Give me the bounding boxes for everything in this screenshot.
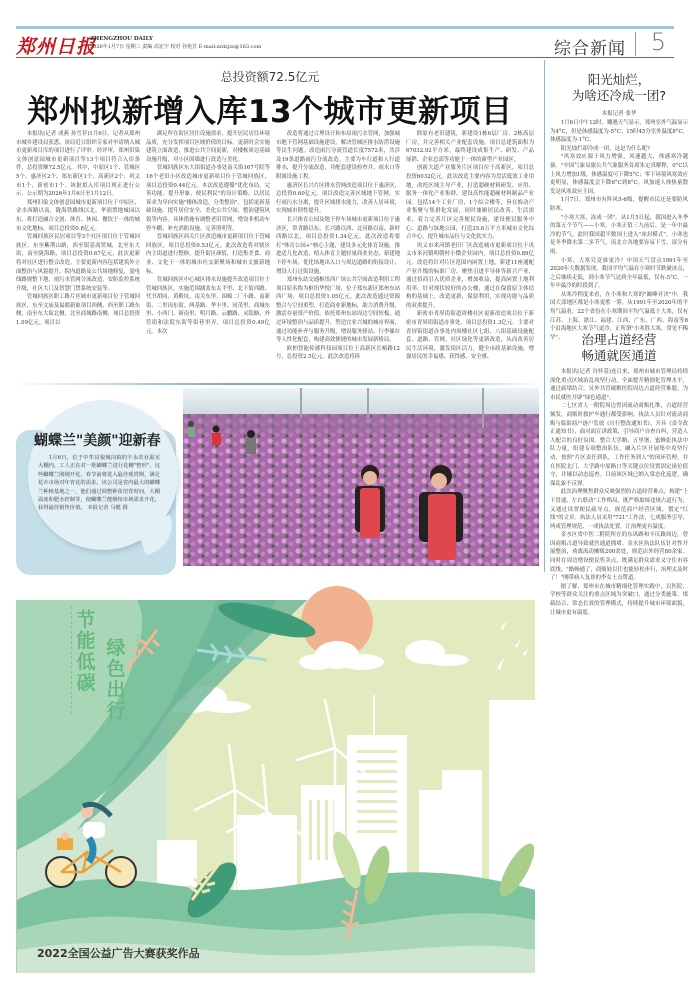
paragraph: 惠济区长兴片区排水管网改造项目位于惠济区，总投资0.60亿元。项目改造完善区域地下管网，实行雨污水分离，提升区域排水能力，改善人居环境，实现城市韧性提升。: [276, 182, 401, 215]
sidebar-2-headline-line-1: 治理占道经营: [581, 332, 657, 347]
paragraph: 金水区省中医二附院所在的东风路和丰庆路周边，曾因商贩占道导致就医通道拥堵。金水区执法队伍针对性开展整治，劝离流动摊贩200余处，规范店外经营80余家。同时在周边增设便民售卖点，既满足群众需求又守住市容底线。"路畅通了，商贩较以往也能轻松步行，治理太及时了！"刚带病人复诊的李女士点赞道。: [550, 532, 688, 582]
masthead: [16, 30, 674, 58]
paragraph: 除原有老旧建筑，新建设1栋6层厂房、2栋高层厂房，并完善相关产业配套设施，项目总建筑面积为67032.92平方米。最终建设成集生产、研发、产品展销、企业总部等功能于一体的新型产业园区。: [406, 131, 534, 163]
paragraph: "风寒效应源于风力增强，风速越大，体感寒冷越强。"中国气象局旅公共气象服务首席朱定真解释，0°C以上风力增加1级，体感温度可下降5°C；零下环境风寒效应更明显，体感温度会下降6°C到8°C。风加速人体热量散发是风寒效应主因。: [550, 154, 688, 195]
column-divider: [544, 60, 545, 572]
paragraph: 二七区省人一附院周边曾因流动商贩扎堆，占道经营频发，商贩时救护车通行都受影响。执法人员针对流动商贩与临街商户逐户发放《自行整改通知书》，开具《责令改正通知书》，面对面宣讲政策，引导商户自查自纠，营造人人配合的良好氛围。整合大学路、五里堡、蜜蜂张执法中队力量，组建专项整治队伍，融入片区开展集中攻坚行动，按照"片区责任到队，工作任务到人"的闭环管理，并在医院北门、大学路中原路口等关键点位设置固定岗位值守，并辅以动态巡查。目前该区域已纳入常态化巡逻，确保乱象不反弹。: [550, 403, 688, 487]
issue-line: 2026年1月7日 星期三 责编 高宏宇 校对 谷艳芳 E-mail:zzdzjzs@163.com: [90, 44, 262, 50]
newspaper-logo: 郑州日报: [16, 36, 97, 58]
page-number: 5: [650, 28, 666, 56]
paragraph: 小寒、大寒究竟谁更冷？中国天气盘点1991年至2020年大数据发现，我国平均气温在小寒时节跌破冰点，之后继续走低，到小寒节气达到全年最低，仅有-5°C，一年中最冷的时段到了。: [550, 257, 688, 290]
paragraph: 改造将通过合理设计和布局雨污水管网，加强城市地下管网基础设施建设，解决管城区排水防涝设施等民生问题。改造雨污分流管道长度7572米，共涉及19条道路雨污分流改造。主要为车行道和人行道排水，提升分流改造，并配套建设检查井、雨水口等附属设施工程。: [276, 131, 401, 180]
paragraph: 本报讯(记者 谷怀基)连日来，郑州市城市管理局持续深化重点区域治乱攻坚行动，全面提升精细化管理水平，通过疏堵结合，另外共管破解医院周边占道经营难题，为市民就医开辟"绿色通道"。: [550, 369, 688, 401]
photo-story-title: 蝴蝶兰"美颜"迎新春: [34, 433, 161, 449]
greenhouse-roof: [183, 388, 539, 418]
slogan-green-travel: 绿 色 出 行: [106, 637, 126, 722]
paragraph: 管城回族区西关片区改造城市更新项目位于管城回族区，项目总投资0.53亿元。此次改造将对辖区内主街道进行整修，提升街区颜值，打造集美食、商业、文化于一体的城市社交新聚场和城市文旅新地标。: [146, 234, 271, 275]
paragraph: 1月6日中午12时，雕遇天气显示，郑州室外气温显示为4°C，但是体感温度为-5°C；15时45分室外温度8°C，体感温度为-1°C。: [550, 120, 688, 144]
paragraph: 巩义市米河镇老旧厂区改造城市更新项目位于巩义市米河镇明朝村小微企业园内，项目总投资0.89亿元。改造将针对片区范围内闲置土地，新建11座通配产业升级的标准厂房，聚焦引进半导体等新兴产业，通过招商引入优质企业，增加收益，提高闲置土地利用率。针对现状较好的办公楼，通过在保留原主体结构的基础上，改造更新，保留利用，实现功能与品质的双重提升。: [406, 242, 534, 309]
caption-text: 1月6日，位于中牟县狼城岗镇的丰永农业温室大棚内，工人正在对一批蝴蝶兰进行花穗"整形"，这些蝴蝶兰刚刚开花，春节前将进入最佳观赏期，满足花卉市场对年宵花的需求。该公司是省内最大的蝴蝶兰种植基地之一，他们通过调整种苗培育时间，大棚温度和肥水控制等，使蝴蝶兰能够按市场需求开花，获得最佳销售价值。: [38, 455, 160, 512]
main-article-column-4: [406, 130, 534, 382]
paragraph: 管城回族区中心城区排水设施提升改造项目位于管城回族区，实施范围涵盖东太平里、北下街西路、代书胡同、黄殿坑、南关东里、围棉二厂小路、南新街、二里岗东街、两基路、华丰里、同茂里、商城东里、小西门、新南里、明月路、云鹏路、灵隐路、外管街和法院东街等街巷里弄，项目总投资0.49亿元。本次: [146, 277, 271, 335]
paragraph: 新密市青屏街街道周楼社区更新改造项目位于新密市青屏街街道办事处，项目总投资1.3亿元。主要对青屏街街道办事处内周楼社区七组、八组基础设施配套、道路、管网、社区绿化等更新改造，从而改善居民生活环境，激发街区活力，健全市政基础设施，增强居民的幸福感、获得感、安全感。: [406, 311, 534, 361]
photo-credit: 本报记者 马健 摄: [87, 505, 128, 512]
paragraph: 从寒冷程度来看，在小寒和大寒的"巅峰对决"中，我国大部地区都是小寒更胜一筹。从1991年至2020年的平均气温看，22个省份在小寒期间平均气温低于大寒，仅有江苏、上海、浙江、福建、江西、广东、广西、海南等8个沿海地区大寒节气更冷，正所谓"小寒胜大寒，常见不稀罕"。: [550, 291, 688, 341]
paragraph: "小寒大寒，冻成一团"。从1月5日起，我国进入冬季的第五个节气——小寒。小寒正值三九前后，是一年中最冷的节气，此时我国超半数国土进入"冰封模式"。小寒也是冬季降水第二多节气，南北方各地要容易下雪，部分有雨。: [550, 214, 688, 255]
paper-meta: [90, 35, 261, 51]
paragraph: 阳光灿烂却冷成一团，这是为什么呢?: [560, 145, 650, 152]
sidebar-2-body: [550, 368, 688, 616]
main-article-column-2: [146, 130, 270, 382]
main-kicker: 总投资额72.5亿元: [220, 70, 320, 84]
paragraph: 管城回族区民居项目等3个社区项目位于管城回族区，东至紫荆山路，西至银基商贸城，北至东大街，南至陇海路，项目总投资0.67亿元。此次更新将对社区进行整合改造。主要更新内容包括建筑外立面整治与风貌提升，院内道路及公共场地修复，弱电线路规整下地，雨污水管网分流改造，安防监控系统升级，社区大门及智慧门禁系统安装等。: [16, 234, 140, 292]
paragraph: 郑州旧染文体创意园城市更新项目位于中原区，金水西路以南，陇海铁路线以北，华润置地城园以东。将打造融合文创、体育、休闲、餐饮于一体的城市文化地标，项目总投资0.8亿元。: [16, 199, 141, 232]
page-divider: [635, 32, 636, 56]
paragraph: 创新大道产业服务片区项目位于高新区，项目总投资6032亿元。此次改造主要内容为盘活低效工业用地，改托区域主导产业，打造超硬材料研发、应用、服务一体化产业集群，建设高性能超硬材料制品产业园。包括14个工业厂房、1个综合楼等，旨在推动产业集聚与集群化发展，同时兼顾居民改善、生活需求，着力完善片区完善便民设施，建设便民服务中心、道路与绿地公园，打造35.6万平方米城市文化综合中心，提升城市品位与文化软实力。: [406, 165, 534, 241]
section-name: 综合新闻: [554, 39, 626, 59]
sidebar-1-byline: 本报记者 张华: [601, 111, 637, 117]
paragraph: 1月7日，郑州市有阵风5-6级，提醒市民还是要防风防寒。: [550, 197, 688, 212]
paragraph: 管城回族区东大街街道办事处南关街167号院等16个老旧小区改造城市更新项目位于管城回族区，项目总投资0.44亿元。本次改造遵循"优化布局、完善功能、提升形象、便民利民"的设计策略，以居民诉求为导向实施"楼体改造、分类整治"。包括更新基础设施、提升居住安全、美化公共空间、整治建筑风貌等内容。具体措施有调整老旧管网，增设非机动车停车棚、补充消防设施、完善照明等。: [146, 165, 270, 232]
public-service-poster: [16, 600, 534, 973]
paragraph: 满足所在街区居住设施需求，提升居民居住环境品质，充分发挥项目区域价值的目标。更新时会实施建筑立面改造，推进公共空间更新，对楼栋周边基础设施升级，对小区围墙进行改造与美化。: [146, 131, 271, 163]
paragraph: 欧柏智能传感科技园项目位于高新区长椿路12号，总投资2.5亿元。此次改造将拆: [276, 345, 400, 361]
section-divider: [14, 383, 542, 385]
slogan-rule: [137, 634, 138, 740]
slogan-energy-saving: 节 能 低 碳: [76, 609, 96, 694]
orchid-greenhouse-photo: [183, 388, 539, 566]
paragraph: 郑州东站交通枢纽西广场公共空间改造利用工程项目原名称为枢纽华悦广场，位于郑东新区郑州东站西广场，项目总投资1.05亿元。此次改造通过资源整合与空间重塑，打造商业新地标，助力消费升级，激活存量资产价值，依托郑州东站周边空间短板，通过环境整治与品质提升，塑造宜业兴城的城市界面，通过功能补齐与服务升级，增设服务驿站、行李储存等人性化配套，构建高效便捷的城市发展新格局。: [276, 277, 401, 344]
main-article-column-3: [276, 130, 400, 382]
paragraph: 长兴体育公园及地下停车场城市更新项目位于惠济区，常青路以东、长兴路以西、北河路以南、新村西路以北，项目总投资1.34亿元。此次改造将要打"体育公园+"核心主题，建设多元化体育设施，推进适儿化改造，植入体育主题轻量商业业态，新建地下停车场，优化场地出入口与周边道路的衔接设计，增设人行过街设施。: [276, 216, 401, 275]
photo-story-caption: [38, 454, 160, 513]
sidebar-2-headline-line-2: 畅通就医通道: [581, 348, 657, 363]
poster-caption: 2022全国公益广告大赛获奖作品: [37, 947, 200, 960]
paper-name-en: ZHENGZHOU DAILY: [90, 36, 153, 42]
sidebar-1-headline-line-2: 为啥还冷成一团?: [571, 88, 667, 103]
main-article-column-1: [16, 130, 140, 382]
paragraph: 管城回族区职工路片区城市更新项目位于管城回族区，东至文庙及福都新象项目西侧，西至职工路东侧，南至东大街北侧，北至商城路南侧，项目总投资1.09亿元。项目以: [16, 294, 141, 327]
photo-illustration: [183, 388, 539, 566]
slogan-rule: [71, 606, 72, 714]
paragraph: 本报讯(记者 成燕 孙雪菲)1月6日，记者从郑州市城乡建设局获悉，该局近日组织专家对申请纳入城市更新项目库的项目进行了评审。经评审，郑州旧染文体创意园城市更新项目等13个项目符合入库条件，总投资额72.5亿元。其中，中原区1个、管城区5个、惠济区2个、郑东新区1个、高新区2个、巩义市1个、新密市1个。该批拟入库项目现正进行公示，公示期为2026年1月6日至1月12日。: [16, 131, 140, 198]
sidebar-1-headline-line-1: 阳光灿烂，: [587, 72, 651, 87]
main-headline: 郑州拟新增入库13个城市更新项目: [27, 94, 513, 130]
paragraph: 据了解，郑州市在城市精细化管理实践中，以医院、学校等群众关注的重点区域为突破口，通过分类施策、堵疏结合、常态长效的管理模式，持续提升城市环境面貌，让城市更有温度。: [550, 583, 688, 616]
top-rule: [16, 26, 674, 29]
paragraph: 此次治理聚焦群众反映强烈的占道经营难点，构建"上下贯通、左右联动"工作格局，既严格取缔违规占道行为，又通过设置便民疏导点，规范商户经营区域，划定"红线"的文章。执法人员采用"721"工作法，七成服务引导、两成管理规范、一成执法处置，让治理更有温度。: [550, 489, 688, 530]
